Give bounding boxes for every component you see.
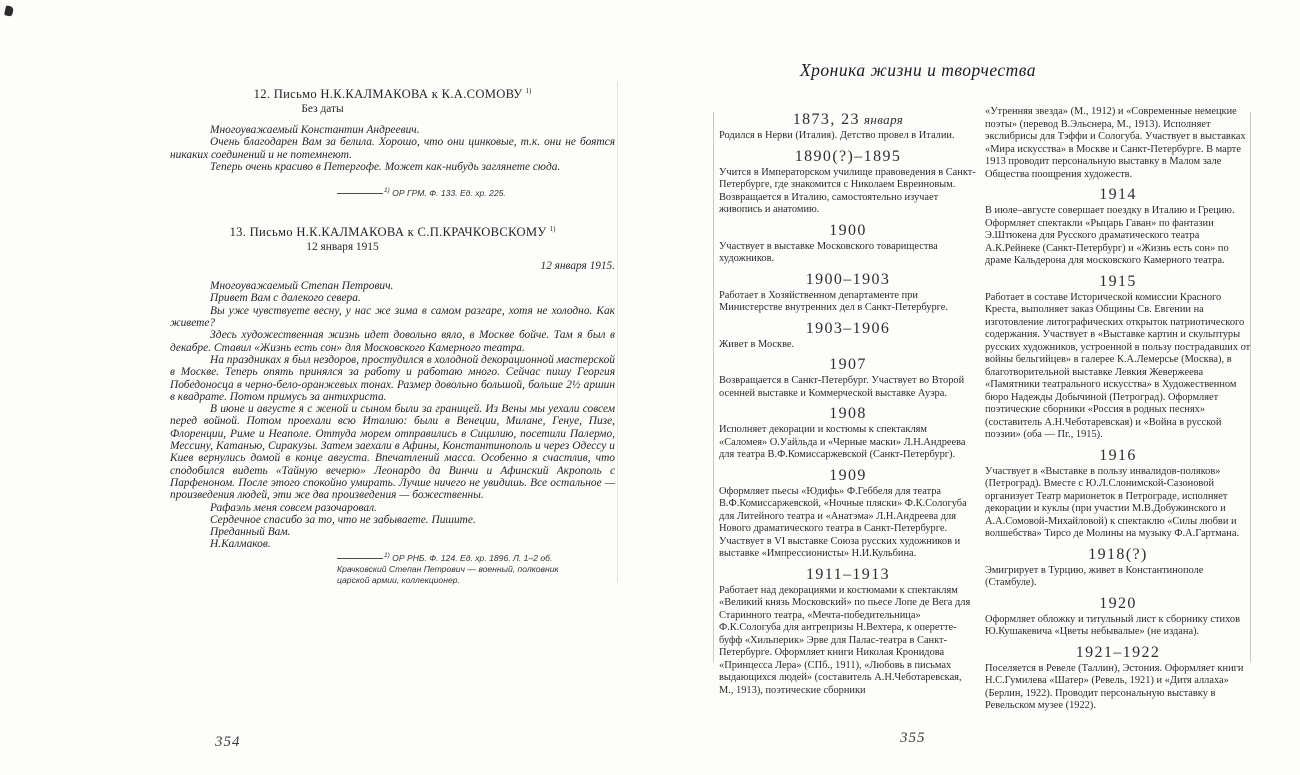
entry-text: «Утренняя звезда» (М., 1912) и «Современные немецкие поэты» (перевод В.Эльснера, М., 1913). Исполняет экслибрисы для Тэффи и Сологуба. Участвует в выставках «Мира искусства» в Москве и Санкт-Петербурге. В марте 1913 проводит персональную выставку в Малом зале Общества поощрения художеств.: [985, 106, 1246, 180]
entry-year: [719, 357, 977, 373]
letter-12-subheading: Без даты: [301, 103, 344, 116]
chronicle-entry: [719, 272, 977, 315]
letter-13: [170, 222, 615, 551]
year-label: 1918(?): [1088, 545, 1148, 563]
entry-year: [985, 274, 1251, 290]
entry-text: Участвует в выставке Московского товарищества художников.: [719, 240, 938, 264]
letter-13-body: [170, 280, 615, 551]
year-label: 1908: [829, 405, 867, 422]
paragraph: Теперь очень красиво в Петергофе. Может как-нибудь заглянете сюда.: [210, 161, 561, 174]
chronicle-entry: [985, 274, 1251, 442]
entry-year: [985, 645, 1251, 661]
paragraph: Преданный Вам.: [210, 526, 291, 539]
entry-year: [719, 321, 977, 337]
chronicle-column-2: [985, 106, 1251, 713]
chronicle-entry: [985, 645, 1251, 713]
footnote-rule: [337, 193, 383, 194]
chronicle-entry: [985, 187, 1251, 268]
page-number-left: 354: [215, 734, 241, 750]
page-left: [0, 0, 645, 775]
year-label: 1916: [1099, 446, 1137, 464]
paragraph: Привет Вам с далекого севера.: [210, 292, 361, 305]
year-label: 1911–1913: [805, 565, 890, 583]
entry-year: [985, 448, 1251, 464]
gutter-shadow: [617, 82, 618, 582]
entry-text: Исполняет декорации и костюмы к спектаклям «Саломея» О.Уайльда и «Черные маски» Л.Н.Андреева для театра В.Ф.Комиссаржевской (Санкт-Петербург).: [719, 424, 966, 460]
footnote-text: ОР РНБ. Ф. 124. Ед. хр. 1896. Л. 1–2 об.: [392, 552, 553, 563]
chronicle-entry: [985, 596, 1251, 639]
footnote-mark: 1): [384, 552, 390, 559]
paragraph: Сердечное спасибо за то, что не забываете. Пишите.: [210, 513, 476, 526]
entry-year: [985, 187, 1251, 203]
letter-12-heading: [170, 84, 615, 102]
year-label: 1890(?)–1895: [794, 147, 902, 165]
chronicle-entry: [719, 357, 977, 400]
entry-text: Работает в составе Исторической комиссии Красного Креста, выполняет заказ Общины Св. Евгении на изготовление литографических открыток патриотического содержания. Участвует в «Выставке картин и скульптуры русских художников, устроенной в пользу пострадавших от войны бельгийцев» в галерее К.А.Лемерсье (Москва), в благотворительной выставке Левкия Жевержеева «Памятники театрального искусства» в Художественном бюро Надежды Добычиной (Петроград). Оформляет поэтические сборники «Россия в родных песнях» (составитель А.Н.Чеботаревская) и «Война в русской поэзии» (оба — Пг., 1915).: [985, 291, 1251, 440]
year-label: 1914: [1099, 186, 1137, 203]
entry-year: [985, 547, 1251, 563]
entry-year: [719, 223, 977, 239]
paragraph: Н.Калмаков.: [210, 538, 271, 551]
letter-13-heading: [170, 222, 615, 240]
entry-text: Работает в Хозяйственном департаменте при Министерстве внутренних дел в Санкт-Петербурге.: [719, 289, 948, 313]
paragraph: Многоуважаемый Степан Петрович.: [210, 280, 394, 293]
entry-year: [719, 112, 977, 128]
entry-year: [719, 149, 977, 165]
footnote-source: [337, 551, 575, 563]
letter-12-body: [170, 124, 615, 173]
entry-text: Поселяется в Ревеле (Таллин), Эстония. Оформляет книги Н.С.Гумилева «Шатер» (Ревель, 1921) и «Дитя аллаха» (Берлин, 1922). Проводит персональную выставку в Ревельском музее (1922).: [985, 662, 1244, 711]
entry-year: [719, 567, 977, 583]
year-label: 1915: [1099, 272, 1137, 290]
year-label: 1921–1922: [1075, 643, 1161, 661]
entry-text: Живет в Москве.: [719, 338, 795, 350]
entry-year: [719, 468, 977, 484]
paragraph: Многоуважаемый Константин Андреевич.: [210, 124, 420, 137]
entry-text: Эмигрирует в Турцию, живет в Константинополе (Стамбуле).: [985, 564, 1204, 588]
footnote-letter-13: [337, 551, 575, 585]
chronicle-entry: [985, 547, 1251, 590]
entry-year: [985, 596, 1251, 612]
year-label: 1900–1903: [805, 270, 891, 288]
year-label: 1907: [829, 356, 867, 373]
letter-13-date: 12 января 1915.: [540, 260, 615, 273]
entry-text: Родился в Нерви (Италия). Детство провел в Италии.: [719, 130, 955, 141]
footnote-text: ОР ГРМ. Ф. 133. Ед. хр. 225.: [392, 187, 506, 198]
entry-text: Оформляет обложку и титульный лист к сборнику стихов Ю.Кушакевича «Цветы небывалые» (не издана).: [985, 613, 1240, 637]
footnote-biography-note: Крачковский Степан Петрович — военный, полковник царской армии, коллекционер.: [337, 564, 559, 585]
entry-text: Учится в Императорском училище правоведения в Санкт-Петербурге, где знакомится с Николаем Евреиновым. Возвращается в Италию, самостоятельно изучает живопись и анатомию.: [719, 166, 976, 215]
chronicle-entry: [719, 321, 977, 352]
paragraph: Рафаэль меня совсем разочаровал.: [210, 501, 377, 514]
chronicle-entry-continuation: [985, 106, 1251, 181]
paragraph: В июне и августе я с женой и сыном были за границей. Из Вены мы уехали совсем перед войной. Потом проехали всю Италию: были в Венеции, Милане, Генуе, Пизе, Флоренции, Риме и Неаполе. Оттуда морем отправились в Сицилию, посетили Палермо, Мессину, Катанью, Сиракузы. Затем заехали в Афины, Константинополь и через Одессу и Киев вернулись домой в конце августа. Впечатлений масса. Особенно я счастлив, что сподобился видеть «Тайную вечерю» Леонардо да Винчи и Афинский Акрополь с Парфеноном. После этого спокойно умирать. Лучше ничего не увидишь. Все остальное — произведения людей, эти же два произведения — божественны.: [170, 403, 615, 502]
paragraph: На праздниках я был нездоров, простудился в холодной декорационной мастерской в Москве. Теперь опять принялся за работу и работаю много. Сейчас пишу Георгия Победоносца в черно-бело-оранжевых тонах. Размер довольно большой, больше 2½ аршин в квадрате. Потом примусь за антихриста.: [170, 353, 615, 403]
year-label: 1920: [1099, 594, 1137, 612]
entry-year: [719, 272, 977, 288]
column-rule-left: [713, 112, 714, 662]
year-label: 1909: [829, 466, 867, 484]
footnote-rule: [337, 558, 383, 559]
entry-text: В июле–августе совершает поездку в Италию и Грецию. Оформляет спектакли «Рыцарь Гаван» по фантазии Э.Штюкена для Русского драматического театра А.К.Рейнеке (Санкт-Петербург) и «Жизнь есть сон» по драме Кальдерона для московского Камерного театра.: [985, 205, 1235, 266]
paragraph: Вы уже чувствуете весну, у нас же зима в самом разгаре, хотя не холодно. Как живете?: [170, 304, 615, 330]
chronicle-entry: [719, 149, 977, 217]
entry-text: Работает над декорациями и костюмами к спектаклям «Великий князь Московский» по пьесе Лопе де Вега для Старинного театра, «Мечта-победительница» Ф.К.Сологуба для антрепризы Н.Вехтера, к оперетте-буфф «Хильперик» Эрве для Палас-театра в Санкт-Петербурге. Оформляет книги Николая Кронидова «Принцесса Лера» (СПб., 1911), «Любовь в письмах выдающихся людей» (составитель А.Н.Чеботаревская, М., 1913), поэтические сборники: [719, 584, 971, 696]
chronicle-entry: [719, 112, 977, 143]
chronicle-column-1: [719, 112, 977, 697]
chronicle-entry: [985, 448, 1251, 541]
letter-12-title: 12. Письмо Н.К.КАЛМАКОВА к К.А.СОМОВУ: [253, 87, 523, 102]
letter-13-subheading: 12 января 1915: [306, 241, 379, 254]
letter-13-title: 13. Письмо Н.К.КАЛМАКОВА к С.П.КРАЧКОВСКОМУ: [229, 225, 547, 240]
footnote-ref-mark: 1): [549, 225, 556, 233]
year-label: 1900: [829, 221, 867, 239]
page-right: [645, 0, 1300, 775]
chronicle-entry: [719, 406, 977, 462]
entry-text: Возвращается в Санкт-Петербург. Участвует во Второй осенней выставке и Коммерческой выставке Ауэра.: [719, 375, 965, 399]
paragraph: Очень благодарен Вам за белила. Хорошо, что они цинковые, т.к. они не боятся никаких соединений и не потемнеют.: [170, 136, 615, 161]
year-label: 1903–1906: [805, 319, 891, 337]
chronicle-entry: [719, 567, 977, 698]
letter-12: [170, 84, 615, 173]
page-number-right: 355: [900, 730, 926, 746]
footnote-mark: 1): [384, 187, 390, 194]
entry-text: Участвует в «Выставке в пользу инвалидов-поляков» (Петроград). Вместе с Ю.Л.Слонимской-Сазоновой организует Театр марионеток в Петрограде, исполняет декорации и куклы (при участии М.В.Добужинского и А.А.Сомовой-Михайловой) к спектаклю «Силы любви и волшебства» Тирсо де Молины на музыку Ф.А.Гартмана.: [985, 465, 1240, 539]
entry-year: [719, 406, 977, 422]
entry-text: Оформляет пьесы «Юдифь» Ф.Геббеля для театра В.Ф.Комиссаржевской, «Ночные пляски» Ф.К.Сологуба для Литейного театра и «Анатэма» Л.Н.Андреева для Нового драматического театра в Санкт-Петербурге. Участвует в VI выставке Союза русских художников и выставке «Импрессионисты» Н.И.Кульбина.: [719, 485, 967, 559]
year-label: 1873, 23: [792, 111, 860, 128]
paragraph: Здесь художественная жизнь идет довольно вяло, в Москве бойче. Там я был в декабре. Ставил «Жизнь есть сон» для Московского Камерного театра.: [170, 329, 615, 354]
chronicle-entry: [719, 468, 977, 561]
running-head: Хроника жизни и творчества: [799, 60, 1037, 80]
footnote-ref-mark: 1): [525, 87, 532, 95]
year-month-label: января: [863, 112, 904, 127]
chronicle-entry: [719, 223, 977, 266]
footnote-letter-12: [337, 186, 617, 198]
